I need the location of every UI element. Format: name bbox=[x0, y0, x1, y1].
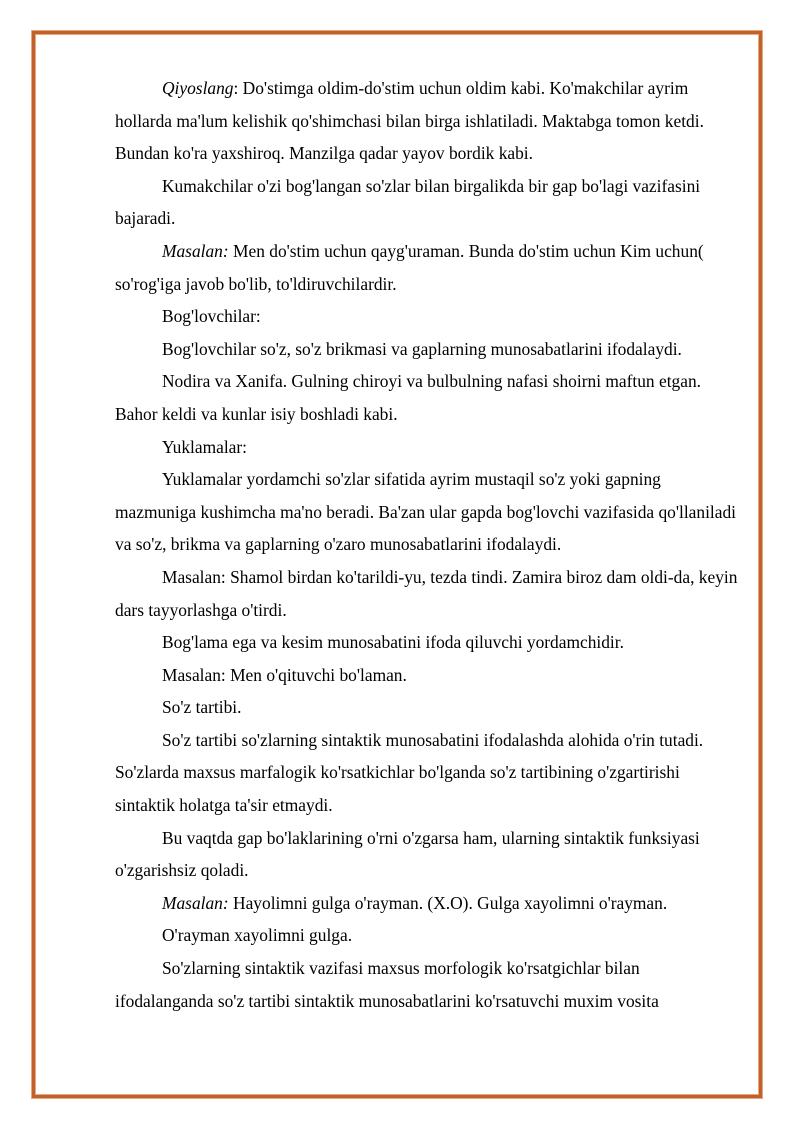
paragraph-14 bbox=[115, 822, 740, 887]
paragraph-15 bbox=[115, 887, 740, 920]
paragraph-text: Kumakchilar o'zi bog'langan so'zlar bilan birgalikda bir gap bo'lagi vazifasini bajaradi. bbox=[115, 175, 701, 229]
paragraph-text: Bu vaqtda gap bo'laklarining o'rni o'zgarsa ham, ularning sintaktik funksiyasi o'zgarishsiz qoladi. bbox=[115, 827, 700, 881]
paragraph-1 bbox=[115, 72, 740, 170]
paragraph-lead: Masalan: bbox=[162, 892, 229, 913]
paragraph-text: Men do'stim uchun qayg'uraman. Bunda do'stim uchun Kim uchun( so'rog'iga javob bo'lib, to'ldiruvchilardir. bbox=[115, 240, 704, 294]
paragraph-6 bbox=[115, 365, 740, 430]
paragraph-7 bbox=[115, 431, 740, 464]
paragraph-13 bbox=[115, 724, 740, 822]
page-body bbox=[115, 72, 740, 1017]
paragraph-16 bbox=[115, 919, 740, 952]
paragraph-text: Yuklamalar: bbox=[162, 436, 247, 457]
paragraph-text: So'z tartibi so'zlarning sintaktik munosabatini ifodalashda alohida o'rin tutadi. So'zlarda maxsus marfalogik ko'rsatkichlar bo'lganda so'z tartibining o'zgartirishi sintaktik holatga ta'sir etmaydi. bbox=[115, 729, 704, 816]
paragraph-text: Yuklamalar yordamchi so'zlar sifatida ayrim mustaqil so'z yoki gapning mazmuniga kushimcha ma'no beradi. Ba'zan ular gapda bog'lovchi vazifasida qo'llaniladi va so'z, brikma va gaplarning o'zaro munosabatlarini ifodalaydi. bbox=[115, 469, 737, 555]
paragraph-text: Hayolimni gulga o'rayman. (X.O). Gulga xayolimni o'rayman. bbox=[228, 892, 668, 913]
paragraph-text: Bog'lama ega va kesim munosabatini ifoda qiluvchi yordamchidir. bbox=[162, 632, 624, 653]
paragraph-11 bbox=[115, 659, 740, 692]
paragraph-12 bbox=[115, 691, 740, 724]
paragraph-text: So'z tartibi. bbox=[162, 697, 242, 718]
paragraph-text: : Do'stimga oldim-do'stim uchun oldim kabi. Ko'makchilar ayrim hollarda ma'lum kelishik qo'shimchasi bilan birga ishlatiladi. Maktabga tomon ketdi. Bundan ko'ra yaxshiroq. Manzilga qadar yayov bordik kabi. bbox=[115, 78, 704, 164]
paragraph-5 bbox=[115, 333, 740, 366]
paragraph-text: Nodira va Xanifa. Gulning chiroyi va bulbulning nafasi shoirni maftun etgan. Bahor keldi va kunlar isiy boshladi kabi. bbox=[115, 371, 701, 424]
paragraph-10 bbox=[115, 626, 740, 659]
paragraph-text: Masalan: Men o'qituvchi bo'laman. bbox=[162, 664, 407, 685]
paragraph-lead: Qiyoslang bbox=[162, 78, 234, 98]
paragraph-text: Masalan: Shamol birdan ko'tarildi-yu, tezda tindi. Zamira biroz dam oldi-da, keyin dars tayyorlashga o'tirdi. bbox=[115, 566, 738, 620]
paragraph-text: So'zlarning sintaktik vazifasi maxsus morfologik ko'rsatgichlar bilan ifodalanganda so'z tartibi sintaktik munosabatlarini ko'rsatuvchi muxim vosita bbox=[115, 958, 659, 1011]
paragraph-text: O'rayman xayolimni gulga. bbox=[162, 925, 353, 946]
paragraph-17 bbox=[115, 952, 740, 1017]
paragraph-text: Bog'lovchilar: bbox=[162, 306, 261, 327]
paragraph-lead: Masalan: bbox=[162, 240, 229, 261]
paragraph-3 bbox=[115, 235, 740, 300]
paragraph-9 bbox=[115, 561, 740, 626]
paragraph-4 bbox=[115, 300, 740, 333]
paragraph-8 bbox=[115, 463, 740, 561]
paragraph-text: Bog'lovchilar so'z, so'z brikmasi va gaplarning munosabatlarini ifodalaydi. bbox=[162, 338, 682, 359]
paragraph-2 bbox=[115, 170, 740, 235]
